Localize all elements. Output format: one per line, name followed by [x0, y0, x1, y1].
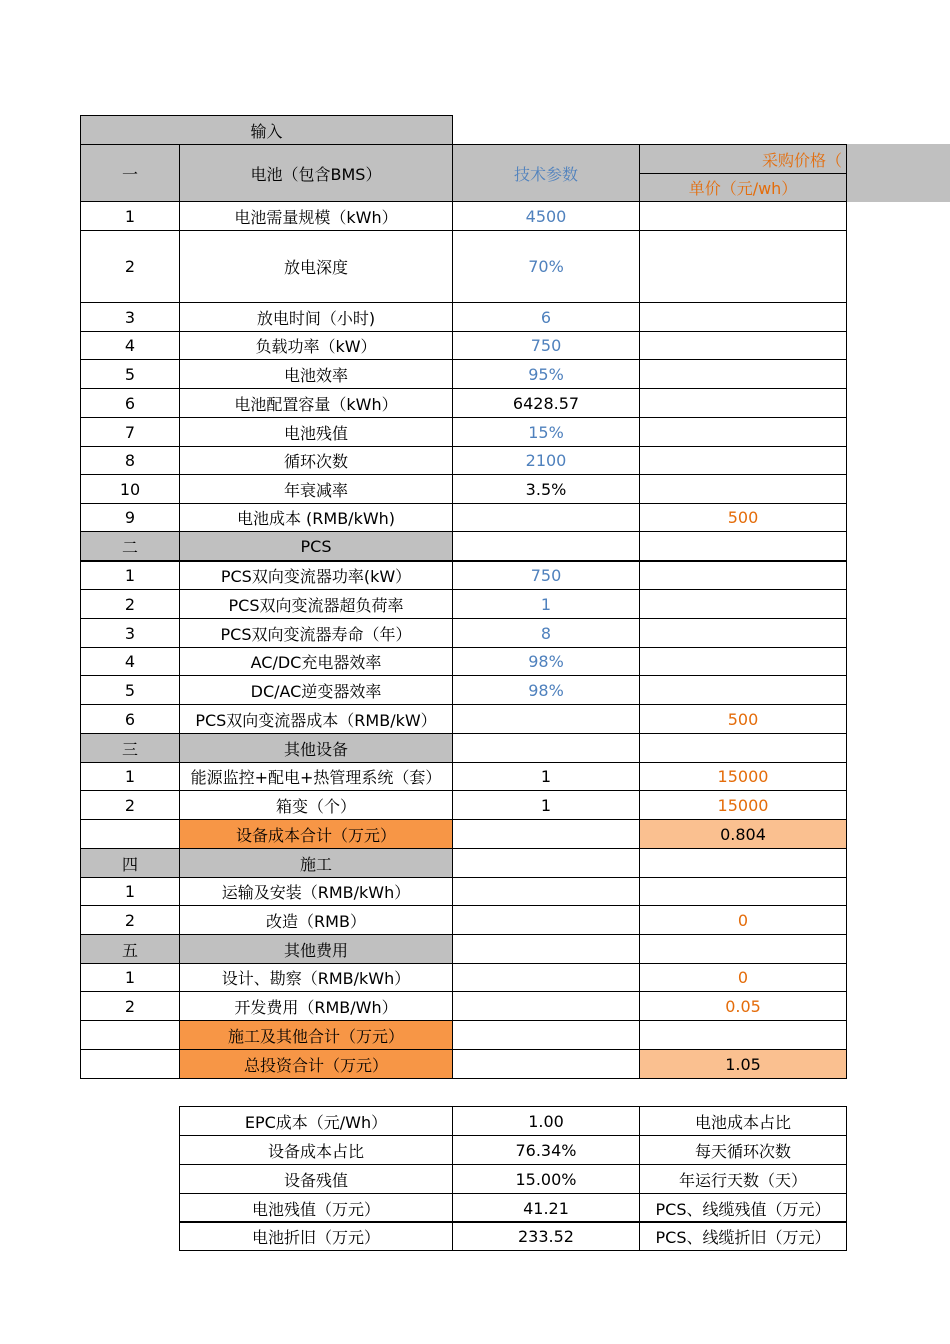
table-cell-name[interactable]	[179, 1020, 453, 1050]
param-value: 1	[540, 795, 552, 815]
param-value: 95%	[528, 364, 564, 384]
summary-cell-label[interactable]	[179, 1106, 453, 1136]
name-value: 电池残值	[283, 423, 348, 443]
summary-cell-value[interactable]	[452, 1164, 640, 1194]
summary-cell-value[interactable]	[452, 1221, 640, 1251]
table-cell-param[interactable]	[452, 589, 640, 619]
num-value: 8	[124, 451, 136, 470]
table-cell-param[interactable]	[452, 647, 640, 676]
table-cell[interactable]	[452, 848, 640, 878]
table-cell-num[interactable]	[80, 359, 180, 389]
table-cell-param[interactable]	[452, 991, 640, 1021]
param-value: 98%	[528, 680, 564, 700]
table-cell-name[interactable]	[179, 201, 453, 231]
table-cell-param[interactable]	[452, 331, 640, 360]
price-value: 0	[737, 910, 749, 930]
table-cell-name[interactable]	[179, 388, 453, 418]
num-value: 1	[124, 566, 136, 585]
summary-right: 每天循环次数	[694, 1141, 791, 1161]
table-cell-price[interactable]	[639, 877, 847, 906]
table-cell-price[interactable]	[639, 388, 847, 418]
table-cell-param[interactable]	[452, 762, 640, 791]
name-value: PCS双向变流器寿命（年）	[220, 624, 412, 644]
table-cell-price[interactable]	[639, 905, 847, 935]
table-cell-param[interactable]	[452, 417, 640, 447]
table-cell-price[interactable]	[639, 230, 847, 303]
table-cell-name[interactable]	[179, 762, 453, 791]
table-cell-num[interactable]	[80, 647, 180, 676]
summary-cell-right[interactable]	[639, 1135, 847, 1165]
name-value: 设计、勘察（RMB/kWh）	[221, 969, 411, 988]
table-cell-name[interactable]	[179, 561, 453, 590]
table-cell-param[interactable]	[452, 790, 640, 820]
table-cell-name[interactable]	[179, 618, 453, 648]
purchase-price-label: 采购价格（	[761, 150, 842, 170]
table-cell-num[interactable]	[80, 331, 180, 360]
num-value: 4	[124, 336, 136, 355]
price-value: 15000	[717, 795, 769, 815]
section-num-cell[interactable]	[80, 144, 180, 202]
table-cell-name[interactable]	[179, 417, 453, 447]
table-cell-name[interactable]	[179, 675, 453, 705]
table-cell-price[interactable]	[639, 561, 847, 590]
section-name-cell[interactable]	[179, 934, 453, 964]
table-cell-num[interactable]	[80, 790, 180, 820]
section-num-cell[interactable]	[80, 733, 180, 763]
num-value: 2	[124, 594, 136, 614]
table-cell-param[interactable]	[452, 230, 640, 303]
table-cell-name[interactable]	[179, 991, 453, 1021]
summary-value: 41.21	[523, 1198, 569, 1218]
param-value: 70%	[528, 257, 564, 276]
param-value: 3.5%	[525, 479, 567, 499]
table-cell-name[interactable]	[179, 302, 453, 332]
name-value: PCS双向变流器成本（RMB/kW）	[195, 710, 437, 730]
price-value: 0	[737, 968, 749, 987]
section-num: 一	[121, 164, 138, 184]
name-value: 放电深度	[283, 258, 348, 277]
name-value: 电池配置容量（kWh）	[234, 394, 398, 414]
table-cell-name[interactable]	[179, 877, 453, 906]
table-cell-param[interactable]	[452, 1049, 640, 1079]
table-cell-price[interactable]	[639, 991, 847, 1021]
num-value: 10	[119, 479, 141, 499]
table-cell-price[interactable]	[639, 417, 847, 447]
num-value: 9	[124, 508, 136, 527]
table-cell-num[interactable]	[80, 446, 180, 475]
summary-right: 年运行天数（天）	[678, 1170, 807, 1190]
table-cell-param[interactable]	[452, 963, 640, 992]
table-cell-param[interactable]	[452, 675, 640, 705]
overflow-gray-fill	[846, 144, 950, 202]
table-cell-name[interactable]	[179, 704, 453, 734]
summary-right: 电池成本占比	[694, 1112, 791, 1132]
price-value: 0.05	[725, 996, 761, 1016]
summary-value: 76.34%	[515, 1140, 577, 1160]
table-cell-price[interactable]	[639, 790, 847, 820]
name-value: 能源监控+配电+热管理系统（套）	[190, 768, 442, 787]
table-cell-param[interactable]	[452, 704, 640, 734]
table-cell-price[interactable]	[639, 359, 847, 389]
table-cell-price[interactable]	[639, 963, 847, 992]
param-value: 98%	[528, 652, 564, 671]
param-value: 4500	[525, 206, 567, 226]
table-cell[interactable]	[639, 733, 847, 763]
summary-cell-value[interactable]	[452, 1135, 640, 1165]
section-name-cell[interactable]	[179, 848, 453, 878]
num-value: 5	[124, 364, 136, 384]
table-cell-num[interactable]	[80, 704, 180, 734]
table-cell-price[interactable]	[639, 1020, 847, 1050]
table-cell[interactable]	[452, 531, 640, 561]
table-cell-param[interactable]	[452, 503, 640, 532]
tech-params-header[interactable]	[452, 144, 640, 202]
table-cell-price[interactable]	[639, 474, 847, 504]
table-cell-name[interactable]	[179, 331, 453, 360]
param-value: 1	[540, 767, 552, 786]
summary-cell-label[interactable]	[179, 1193, 453, 1223]
param-value: 6	[540, 307, 552, 327]
table-cell-num[interactable]	[80, 388, 180, 418]
table-cell-name[interactable]	[179, 474, 453, 504]
num-value: 1	[124, 767, 136, 786]
table-cell-num[interactable]	[80, 877, 180, 906]
table-cell-param[interactable]	[452, 359, 640, 389]
num-value: 2	[124, 257, 136, 276]
name-value: 总投资合计（万元）	[243, 1055, 388, 1075]
num-value: 6	[124, 709, 136, 729]
table-cell[interactable]	[452, 934, 640, 964]
num-value: 2	[124, 795, 136, 815]
name-value: 电池成本 (RMB/kWh)	[236, 509, 396, 528]
table-cell-param[interactable]	[452, 819, 640, 849]
table-cell-num[interactable]	[80, 561, 180, 590]
section-name: 其他设备	[283, 739, 348, 759]
summary-right: PCS、线缆残值（万元）	[655, 1199, 831, 1219]
input-header-cell[interactable]	[80, 115, 453, 145]
section-name-cell[interactable]	[179, 733, 453, 763]
num-value: 2	[124, 910, 136, 930]
table-cell-name[interactable]	[179, 359, 453, 389]
num-value: 2	[124, 996, 136, 1016]
input-label: 输入	[250, 121, 283, 141]
section-name: 电池（包含BMS）	[250, 164, 382, 184]
table-cell-num[interactable]	[80, 819, 180, 849]
table-cell-price[interactable]	[639, 331, 847, 360]
section-name-cell[interactable]	[179, 531, 453, 561]
price-value: 0.804	[720, 824, 766, 844]
table-cell-price[interactable]	[639, 762, 847, 791]
table-cell-num[interactable]	[80, 1049, 180, 1079]
table-cell-price[interactable]	[639, 819, 847, 849]
table-cell-num[interactable]	[80, 474, 180, 504]
table-cell-name[interactable]	[179, 905, 453, 935]
name-value: 负载功率（kW）	[255, 337, 377, 356]
name-value: 电池效率	[283, 365, 348, 385]
table-cell-price[interactable]	[639, 1049, 847, 1079]
price-value: 500	[727, 709, 759, 729]
name-value: AC/DC充电器效率	[250, 653, 382, 672]
table-cell-num[interactable]	[80, 417, 180, 447]
table-cell-num[interactable]	[80, 1020, 180, 1050]
table-cell[interactable]	[639, 934, 847, 964]
table-cell-name[interactable]	[179, 647, 453, 676]
table-cell-price[interactable]	[639, 675, 847, 705]
param-value: 1	[540, 594, 552, 614]
table-cell-price[interactable]	[639, 704, 847, 734]
table-cell-param[interactable]	[452, 474, 640, 504]
summary-cell-value[interactable]	[452, 1193, 640, 1223]
num-value: 1	[124, 882, 136, 901]
param-value: 15%	[528, 422, 564, 442]
table-cell[interactable]	[639, 531, 847, 561]
table-cell-param[interactable]	[452, 561, 640, 590]
name-value: 电池需量规模（kWh）	[234, 207, 398, 227]
section-num: 三	[121, 739, 138, 759]
num-value: 3	[124, 307, 136, 327]
summary-label: 电池残值（万元）	[251, 1199, 380, 1219]
table-cell-param[interactable]	[452, 201, 640, 231]
table-cell-num[interactable]	[80, 963, 180, 992]
name-value: 循环次数	[283, 452, 348, 471]
table-cell-price[interactable]	[639, 618, 847, 648]
summary-cell-right[interactable]	[639, 1164, 847, 1194]
summary-label: 设备残值	[283, 1170, 348, 1190]
table-cell-num[interactable]	[80, 230, 180, 303]
summary-cell-right[interactable]	[639, 1221, 847, 1251]
summary-value: 15.00%	[515, 1169, 577, 1189]
table-cell-param[interactable]	[452, 388, 640, 418]
summary-cell-label[interactable]	[179, 1164, 453, 1194]
tech-params-label: 技术参数	[513, 164, 578, 184]
table-cell-name[interactable]	[179, 230, 453, 303]
table-cell-name[interactable]	[179, 1049, 453, 1079]
section-num-cell[interactable]	[80, 934, 180, 964]
section-num: 五	[121, 940, 138, 960]
param-value: 8	[540, 623, 552, 643]
num-value: 6	[124, 393, 136, 413]
table-cell-num[interactable]	[80, 201, 180, 231]
summary-cell-right[interactable]	[639, 1193, 847, 1223]
table-cell-name[interactable]	[179, 790, 453, 820]
table-cell-param[interactable]	[452, 302, 640, 332]
section-name: 其他费用	[283, 940, 348, 960]
unit-price-label: 单价（元/wh）	[688, 179, 798, 198]
table-cell-name[interactable]	[179, 589, 453, 619]
summary-label: 电池折旧（万元）	[251, 1227, 380, 1247]
summary-cell-value[interactable]	[452, 1106, 640, 1136]
section-num-cell[interactable]	[80, 531, 180, 561]
section-name-cell[interactable]	[179, 144, 453, 202]
summary-value: 1.00	[528, 1111, 564, 1131]
table-cell-param[interactable]	[452, 1020, 640, 1050]
price-value: 500	[727, 508, 759, 527]
summary-cell-label[interactable]	[179, 1135, 453, 1165]
price-value: 15000	[717, 767, 769, 786]
purchase-price-header[interactable]	[639, 144, 847, 174]
table-cell-name[interactable]	[179, 819, 453, 849]
section-num: 二	[121, 537, 138, 557]
summary-label: 设备成本占比	[267, 1141, 364, 1161]
table-cell-name[interactable]	[179, 963, 453, 992]
param-value: 2100	[525, 451, 567, 470]
summary-right: PCS、线缆折旧（万元）	[655, 1227, 831, 1247]
name-value: 放电时间（小时)	[256, 308, 376, 328]
table-cell-num[interactable]	[80, 675, 180, 705]
table-cell-param[interactable]	[452, 877, 640, 906]
name-value: PCS双向变流器超负荷率	[228, 595, 404, 615]
table-cell-num[interactable]	[80, 618, 180, 648]
name-value: 施工及其他合计（万元）	[227, 1026, 404, 1046]
unit-price-header[interactable]	[639, 173, 847, 202]
summary-label: EPC成本（元/Wh）	[244, 1112, 388, 1132]
table-cell-param[interactable]	[452, 618, 640, 648]
table-cell-num[interactable]	[80, 589, 180, 619]
table-cell-param[interactable]	[452, 905, 640, 935]
price-value: 1.05	[725, 1054, 761, 1074]
num-value: 3	[124, 623, 136, 643]
table-cell-name[interactable]	[179, 446, 453, 475]
table-cell-num[interactable]	[80, 762, 180, 791]
name-value: 年衰减率	[283, 480, 348, 500]
name-value: PCS双向变流器功率(kW）	[220, 567, 412, 586]
param-value: 750	[530, 336, 562, 355]
section-name: 施工	[299, 854, 332, 874]
summary-value: 233.52	[518, 1226, 574, 1246]
param-value: 750	[530, 566, 562, 585]
name-value: 改造（RMB）	[266, 911, 366, 931]
section-num-cell[interactable]	[80, 848, 180, 878]
table-cell-price[interactable]	[639, 302, 847, 332]
table-cell-num[interactable]	[80, 905, 180, 935]
table-cell[interactable]	[639, 848, 847, 878]
table-cell-price[interactable]	[639, 589, 847, 619]
table-cell-price[interactable]	[639, 446, 847, 475]
table-cell-num[interactable]	[80, 302, 180, 332]
summary-cell-label[interactable]	[179, 1221, 453, 1251]
summary-cell-right[interactable]	[639, 1106, 847, 1136]
table-cell-num[interactable]	[80, 991, 180, 1021]
name-value: 开发费用（RMB/Wh）	[234, 997, 398, 1017]
table-cell[interactable]	[452, 733, 640, 763]
section-num: 四	[121, 854, 138, 874]
num-value: 7	[124, 422, 136, 442]
num-value: 4	[124, 652, 136, 671]
name-value: 箱变（个）	[275, 796, 356, 816]
table-cell-num[interactable]	[80, 503, 180, 532]
num-value: 1	[124, 968, 136, 987]
table-cell-name[interactable]	[179, 503, 453, 532]
name-value: 设备成本合计（万元）	[235, 825, 396, 845]
table-cell-price[interactable]	[639, 201, 847, 231]
table-cell-price[interactable]	[639, 503, 847, 532]
name-value: DC/AC逆变器效率	[250, 681, 382, 701]
num-value: 5	[124, 680, 136, 700]
table-cell-price[interactable]	[639, 647, 847, 676]
section-name: PCS	[300, 536, 332, 556]
num-value: 1	[124, 206, 136, 226]
name-value: 运输及安装（RMB/kWh）	[221, 883, 411, 902]
param-value: 6428.57	[512, 393, 580, 413]
table-cell-param[interactable]	[452, 446, 640, 475]
